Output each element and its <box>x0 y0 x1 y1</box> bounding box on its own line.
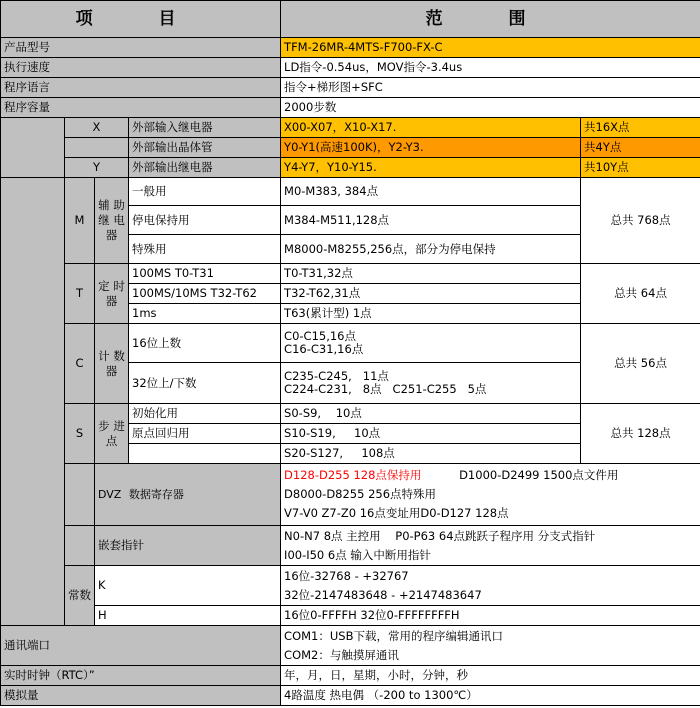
m-item-range: M384-M511,128点 <box>281 206 581 235</box>
t-total: 总共 64点 <box>581 264 700 324</box>
d-name: 数据寄存器 <box>128 488 184 501</box>
io-blank-cell <box>1 118 65 178</box>
s-total: 总共 128点 <box>581 404 700 464</box>
t-item-name: 1ms <box>129 304 281 324</box>
model-label: 产品型号 <box>1 38 281 58</box>
t-item-range: T0-T31,32点 <box>281 264 581 284</box>
pointer-line-2: I00-I50 6点 输入中断用指针 <box>284 547 431 562</box>
capacity-value: 2000步数 <box>281 98 700 118</box>
c-updown-line: C235-C245, 11点 <box>284 369 389 383</box>
rtc-label: 实时时钟（RTC）” <box>1 666 281 686</box>
s-item-name <box>129 444 281 464</box>
header-range: 范 围 <box>281 1 700 38</box>
pointer-blank-cell <box>65 526 95 566</box>
comm-range <box>281 626 700 666</box>
t-item-name: 100MS/10MS T32-T62 <box>129 284 281 304</box>
c-updown-line: C224-C231, 8点 C251-C255 5点 <box>284 382 487 396</box>
d-range <box>281 464 700 526</box>
comm-line-1: COM1：USB下载，常用的程序编辑通讯口 <box>284 628 503 643</box>
y-transistor-code <box>65 138 129 158</box>
c-up-line: C16-C31,16点 <box>284 342 364 356</box>
y-transistor-range: Y0-Y1(高速100K)，Y2-Y3. <box>281 138 581 158</box>
s-code: S <box>65 404 95 464</box>
c-up-range <box>281 324 581 363</box>
m-item-range: M8000-M8255,256点，部分为停电保持 <box>281 235 581 264</box>
d-line-1 <box>284 466 697 485</box>
s-vertical-label: 步 进 点 <box>95 404 129 464</box>
m-item-range: M0-M383, 384点 <box>281 178 581 206</box>
c-up-line: C0-C15,16点 <box>284 329 356 343</box>
m-item-name: 停电保持用 <box>129 206 281 235</box>
d-line-1-red: D128-D255 128点保持用 <box>284 468 422 482</box>
language-label: 程序语言 <box>1 78 281 98</box>
s-item-name: 初始化用 <box>129 404 281 424</box>
t-item-range: T32-T62,31点 <box>281 284 581 304</box>
d-blank-cell <box>65 464 95 526</box>
y-name: 外部输出继电器 <box>129 158 281 178</box>
x-name: 外部输入继电器 <box>129 118 281 138</box>
c-updown-range <box>281 363 581 404</box>
pointer-line-1: N0-N7 8点 主控用 P0-P63 64点跳跃子程序用 分支式指针 <box>284 528 596 543</box>
m-total: 总共 768点 <box>581 178 700 264</box>
k-line-1: 16位-32768 - +32767 <box>284 568 409 583</box>
t-item-name: 100MS T0-T31 <box>129 264 281 284</box>
c-updown-label: 32位上/下数 <box>129 363 281 404</box>
s-item-range: S10-S19, 10点 <box>281 424 581 444</box>
x-total: 共16X点 <box>581 118 700 138</box>
x-code: X <box>65 118 129 138</box>
comm-label: 通讯端口 <box>1 626 281 666</box>
c-code: C <box>65 324 95 404</box>
d-line-1-rest: D1000-D2499 1500点文件用 <box>459 468 619 482</box>
capacity-label: 程序容量 <box>1 98 281 118</box>
h-code: H <box>95 606 281 626</box>
c-up-label: 16位上数 <box>129 324 281 363</box>
k-line-2: 32位-2147483648 - +2147483647 <box>284 587 482 602</box>
m-code: M <box>65 178 95 264</box>
k-code: K <box>95 566 281 606</box>
c-total: 总共 56点 <box>581 324 700 404</box>
s-item-name: 原点回归用 <box>129 424 281 444</box>
y-total: 共10Y点 <box>581 158 700 178</box>
speed-value: LD指令-0.54us，MOV指令-3.4us <box>281 58 700 78</box>
device-blank-cell <box>1 178 65 626</box>
k-range <box>281 566 700 606</box>
t-item-range: T63(累计型) 1点 <box>281 304 581 324</box>
d-code-name <box>95 464 281 526</box>
t-vertical-label: 定 时 器 <box>95 264 129 324</box>
header-item: 项 目 <box>1 1 281 38</box>
pointer-range <box>281 526 700 566</box>
m-vertical-label: 辅 助 继 电 器 <box>95 178 129 264</box>
rtc-value: 年，月，日，星期，小时，分钟，秒 <box>281 666 700 686</box>
m-item-name: 一般用 <box>129 178 281 206</box>
language-value: 指令+梯形图+SFC <box>281 78 700 98</box>
y-transistor-total: 共4Y点 <box>581 138 700 158</box>
s-item-range: S20-S127, 108点 <box>281 444 581 464</box>
t-code: T <box>65 264 95 324</box>
analog-label: 模拟量 <box>1 686 281 706</box>
model-value: TFM-26MR-4MTS-F700-FX-C <box>281 38 700 58</box>
c-vertical-label: 计 数 器 <box>95 324 129 404</box>
h-range: 16位0-FFFFH 32位0-FFFFFFFFH <box>281 606 700 626</box>
d-line-2: D8000-D8255 256点特殊用 <box>284 487 437 501</box>
analog-value: 4路温度 热电偶 （-200 to 1300℃） <box>281 686 700 706</box>
y-range: Y4-Y7，Y10-Y15. <box>281 158 581 178</box>
m-item-name: 特殊用 <box>129 235 281 264</box>
y-transistor-name: 外部输出晶体管 <box>129 138 281 158</box>
d-code: DVZ <box>98 488 122 501</box>
y-code: Y <box>65 158 129 178</box>
speed-label: 执行速度 <box>1 58 281 78</box>
constants-label: 常数 <box>65 566 95 626</box>
comm-line-2: COM2：与触摸屏通讯 <box>284 647 399 662</box>
x-range: X00-X07，X10-X17. <box>281 118 581 138</box>
s-item-range: S0-S9, 10点 <box>281 404 581 424</box>
d-line-3: V7-V0 Z7-Z0 16点变址用D0-D127 128点 <box>284 506 509 520</box>
pointer-name: 嵌套指针 <box>95 526 281 566</box>
